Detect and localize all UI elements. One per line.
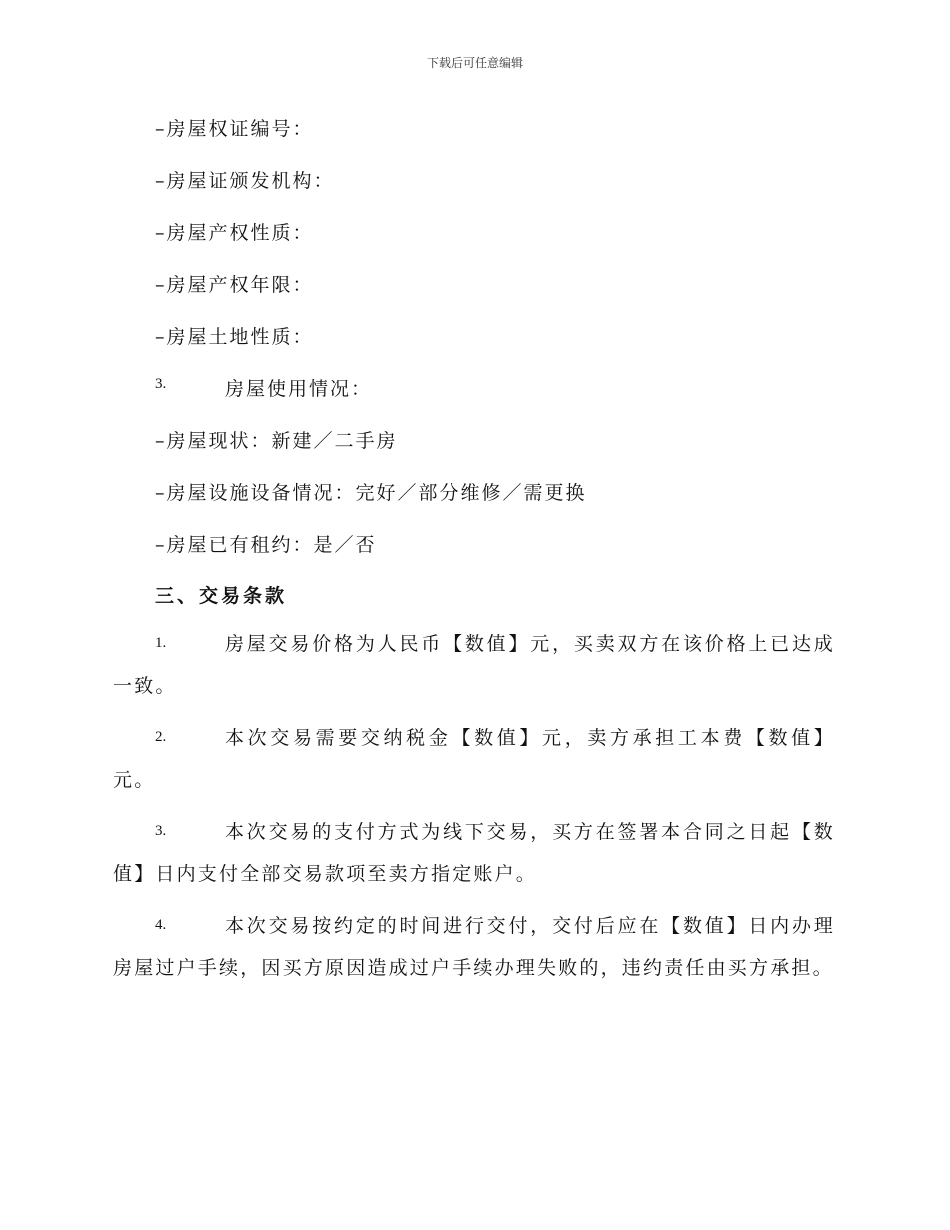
list-item: –房屋证颁发机构： [155, 170, 335, 192]
list-item: –房屋设施设备情况：完好／部分维修／需更换 [155, 482, 587, 504]
usage-title: 房屋使用情况： [225, 378, 373, 400]
clause-number: 3. [155, 823, 167, 839]
clause-number: 1. [155, 635, 167, 651]
clause-text: 本次交易需要交纳税金【数值】元，卖方承担工本费【数值】元。 [113, 727, 835, 791]
list-item: –房屋权证编号： [155, 118, 314, 140]
clause-text: 房屋交易价格为人民币【数值】元，买卖双方在该价格上已达成一致。 [113, 633, 835, 697]
clause-number: 2. [155, 729, 167, 745]
clause-text: 本次交易的支付方式为线下交易，买方在签署本合同之日起【数值】日内支付全部交易款项至卖方指定账户。 [113, 821, 835, 885]
page-header: 下载后可任意编辑 [426, 56, 523, 70]
list-item: –房屋土地性质： [155, 326, 314, 348]
section-heading: 三、交易条款 [155, 585, 288, 607]
list-item: –房屋已有租约：是／否 [155, 534, 377, 556]
list-item: –房屋现状：新建／二手房 [155, 430, 398, 452]
clause-text: 本次交易按约定的时间进行交付，交付后应在【数值】日内办理房屋过户手续，因买方原因造成过户手续办理失败的，违约责任由买方承担。 [113, 915, 835, 979]
clause-number: 4. [155, 917, 167, 933]
list-item: –房屋产权性质： [155, 222, 314, 244]
list-item: –房屋产权年限： [155, 274, 314, 296]
item-number: 3. [155, 376, 167, 392]
